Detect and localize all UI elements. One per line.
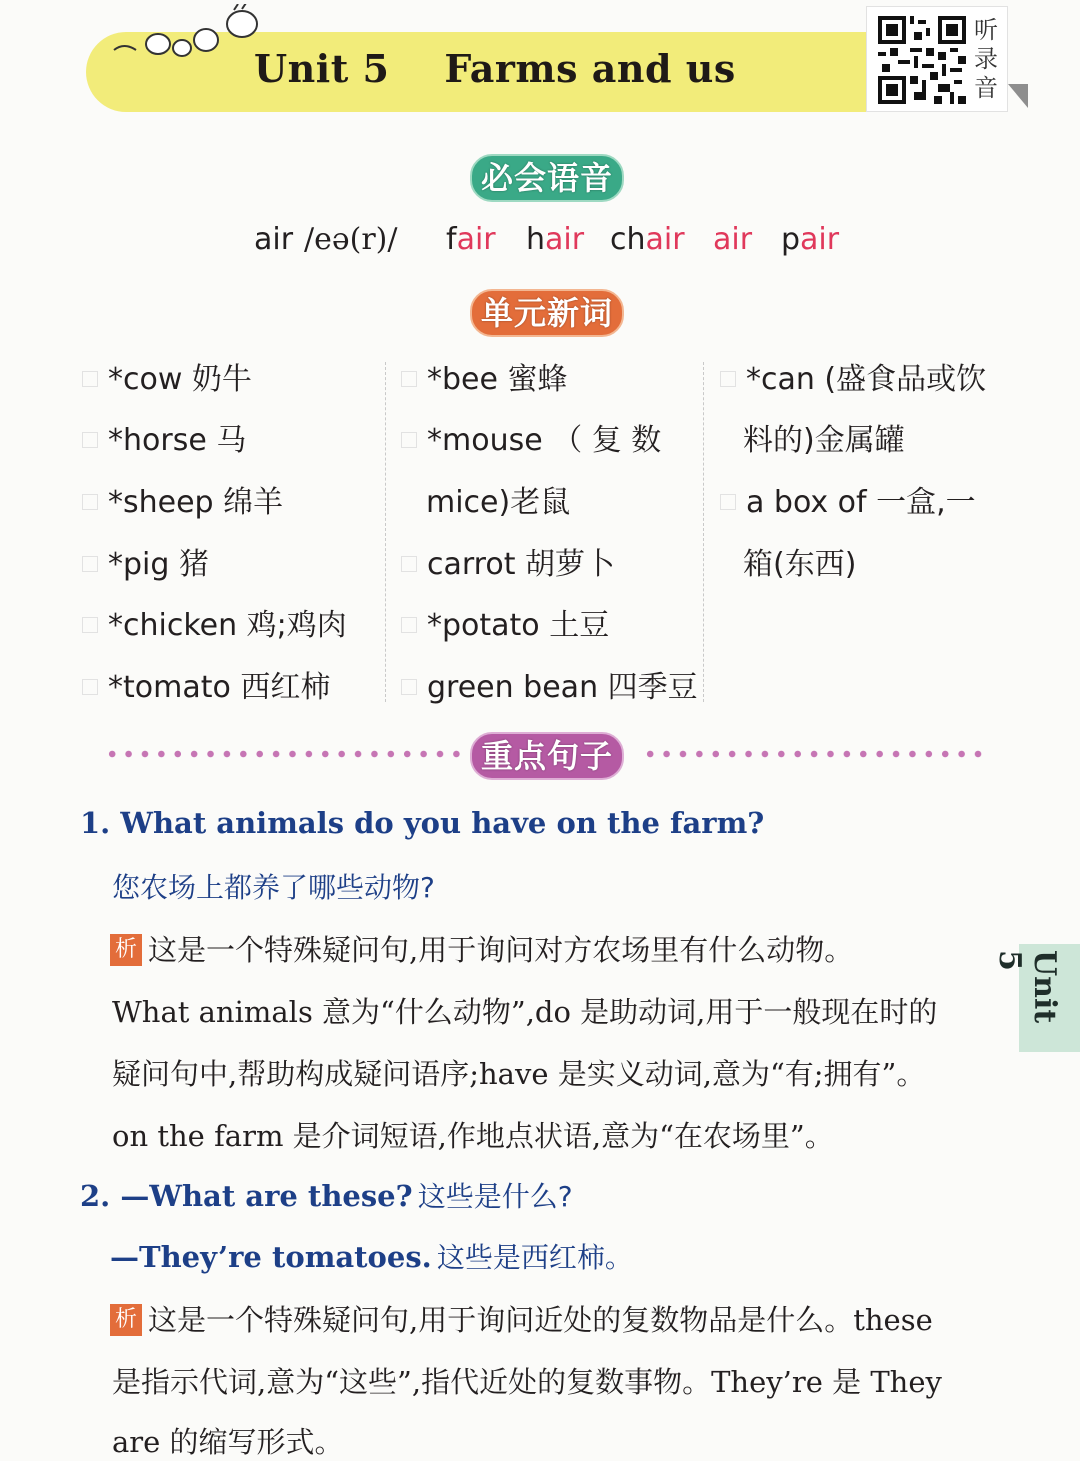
analysis-1-line: on the farm 是介词短语,作地点状语,意为“在农场里”。 xyxy=(112,1119,834,1153)
analysis-1-line: 析 这是一个特殊疑问句,用于询问对方农场里有什么动物。 xyxy=(110,928,853,969)
vocab-item: carrot 胡萝卜 xyxy=(401,545,615,585)
vocab-item: *potato 土豆 xyxy=(401,606,609,646)
sentence-1-chinese: 您农场上都养了哪些动物? xyxy=(112,871,435,904)
vocab-item-continued: 料的)金属罐 xyxy=(743,423,905,458)
vocab-item: *bee 蜜蜂 xyxy=(401,360,568,400)
sentence-1-english: 1. What animals do you have on the farm? xyxy=(80,806,765,840)
vocab-item: *cow 奶牛 xyxy=(82,360,252,400)
phonics-ipa: /eə(r)/ xyxy=(304,222,398,257)
column-divider xyxy=(385,362,386,702)
phonics-word-hair: hair xyxy=(526,222,585,257)
vocab-item: *tomato 西红柿 xyxy=(82,668,330,708)
page-corner-triangle xyxy=(1008,84,1028,108)
checkbox-icon[interactable] xyxy=(82,494,98,510)
analysis-1-line: 疑问句中,帮助构成疑问语序;have 是实义动词,意为“有;拥有”。 xyxy=(112,1057,926,1091)
checkbox-icon[interactable] xyxy=(401,679,417,695)
vocab-item: *horse 马 xyxy=(82,421,246,461)
analysis-1-line: What animals 意为“什么动物”,do 是助动词,用于一般现在时的 xyxy=(112,995,938,1029)
analysis-2-line: 析 这是一个特殊疑问句,用于询问近处的复数物品是什么。these xyxy=(110,1298,933,1339)
qr-label-char: 听 xyxy=(974,16,998,44)
analysis-2-line: 是指示代词,意为“这些”,指代近处的复数事物。They’re 是 They xyxy=(112,1365,942,1399)
vocab-item: *can (盛食品或饮 xyxy=(720,360,986,400)
checkbox-icon[interactable] xyxy=(720,494,736,510)
vocab-item: a box of 一盒,一 xyxy=(720,483,976,523)
analysis-2-line: are 的缩写形式。 xyxy=(112,1425,344,1459)
phonics-rule-letters: air xyxy=(254,222,294,257)
column-divider xyxy=(703,362,704,702)
analysis-tag-icon: 析 xyxy=(110,1304,142,1336)
checkbox-icon[interactable] xyxy=(401,617,417,633)
qr-code-icon[interactable] xyxy=(878,16,966,104)
qr-label-char: 录 xyxy=(974,45,998,73)
qr-label-char: 音 xyxy=(974,74,998,102)
vocab-item: *mouse （ 复 数 xyxy=(401,421,661,461)
listen-audio-label[interactable] xyxy=(972,16,1000,103)
vocab-item-continued: mice)老鼠 xyxy=(426,485,571,520)
vocab-badge: 单元新词 xyxy=(470,289,624,337)
checkbox-icon[interactable] xyxy=(82,371,98,387)
phonics-word-fair: fair xyxy=(446,222,496,257)
phonics-word-air: air xyxy=(713,222,753,257)
vocab-item: *chicken 鸡;鸡肉 xyxy=(82,606,347,646)
vocab-item-continued: 箱(东西) xyxy=(743,547,857,582)
phonics-word-chair: chair xyxy=(610,222,685,257)
checkbox-icon[interactable] xyxy=(401,371,417,387)
unit-title: Unit 5 Farms and us xyxy=(254,46,736,91)
sentence-badge: 重点句子 xyxy=(470,732,624,780)
checkbox-icon[interactable] xyxy=(82,556,98,572)
dotted-separator-right xyxy=(642,749,982,759)
sentence-2-question: 2. —What are these? 这些是什么? xyxy=(80,1179,573,1213)
analysis-tag-icon: 析 xyxy=(110,934,142,966)
vocab-item: *pig 猪 xyxy=(82,545,209,585)
vocab-item: green bean 四季豆 xyxy=(401,668,698,708)
vocab-item: *sheep 绵羊 xyxy=(82,483,283,523)
sentence-2-answer: —They’re tomatoes. 这些是西红柿。 xyxy=(110,1240,633,1274)
dotted-separator-left xyxy=(104,749,466,759)
checkbox-icon[interactable] xyxy=(82,432,98,448)
unit-side-tab-label: Unit 5 xyxy=(992,950,1062,1024)
checkbox-icon[interactable] xyxy=(82,617,98,633)
checkbox-icon[interactable] xyxy=(82,679,98,695)
phonics-word-pair: pair xyxy=(781,222,840,257)
phonics-badge: 必会语音 xyxy=(470,154,624,202)
checkbox-icon[interactable] xyxy=(720,371,736,387)
checkbox-icon[interactable] xyxy=(401,432,417,448)
checkbox-icon[interactable] xyxy=(401,556,417,572)
